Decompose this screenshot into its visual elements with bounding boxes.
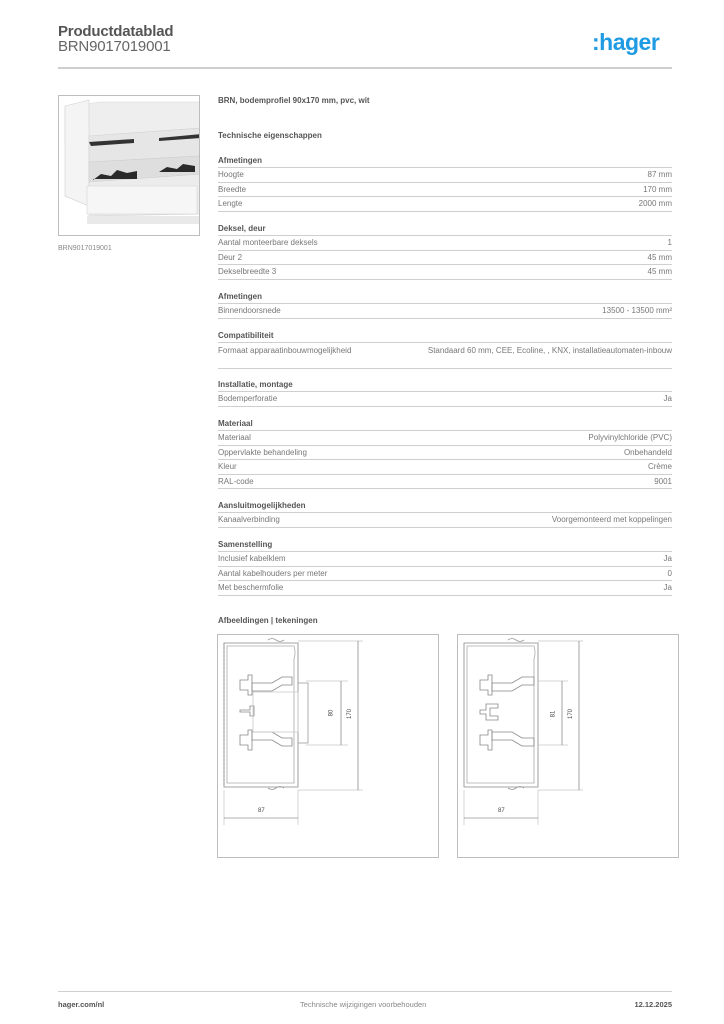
spec-value: 170 mm bbox=[643, 184, 672, 194]
spec-value: Ja bbox=[663, 394, 672, 403]
spec-row bbox=[218, 197, 672, 212]
spec-row bbox=[218, 567, 672, 582]
page-title: Productdatablad bbox=[58, 23, 174, 40]
section-title: Compatibiliteit bbox=[218, 330, 672, 343]
duct-cross-section-icon bbox=[218, 635, 440, 859]
spec-row bbox=[218, 236, 672, 251]
spec-label: Binnendoorsnede bbox=[218, 306, 281, 315]
spec-row bbox=[218, 183, 672, 198]
spec-label: Dekselbreedte 3 bbox=[218, 267, 277, 276]
spec-row bbox=[218, 304, 672, 319]
spec-value: Onbehandeld bbox=[623, 447, 672, 457]
spec-label: Formaat apparaatinbouwmogelijkheid bbox=[218, 346, 352, 355]
section-afmetingen bbox=[218, 155, 672, 212]
spec-label: Kanaalverbinding bbox=[218, 515, 280, 524]
product-photo bbox=[58, 95, 200, 236]
section-title: Afmetingen bbox=[218, 155, 672, 168]
product-description: BRN, bodemprofiel 90x170 mm, pvc, wit bbox=[218, 96, 370, 105]
section-deksel-deur bbox=[218, 223, 672, 280]
spec-row bbox=[218, 581, 672, 596]
spec-value: Crème bbox=[647, 462, 672, 471]
product-code: BRN9017019001 bbox=[58, 38, 171, 55]
spec-row bbox=[218, 513, 672, 528]
section-materiaal bbox=[218, 418, 672, 489]
spec-label: Deur 2 bbox=[218, 252, 243, 262]
spec-label: RAL-code bbox=[218, 476, 254, 486]
spec-value: Ja bbox=[663, 554, 672, 563]
section-afmetingen-inner bbox=[218, 291, 672, 319]
spec-label: Lengte bbox=[218, 199, 243, 208]
spec-value: 45 mm bbox=[647, 267, 672, 276]
spec-value: 0 bbox=[667, 568, 672, 578]
section-title: Installatie, montage bbox=[218, 379, 672, 392]
spec-row bbox=[218, 431, 672, 446]
height-dimension: 170 bbox=[347, 708, 354, 720]
footer-notice: Technische wijzigingen voorbehouden bbox=[300, 1000, 427, 1009]
spec-value: Standaard 60 mm, CEE, Ecoline, , KNX, installatieautomaten-inbouw bbox=[427, 346, 672, 355]
spec-row bbox=[218, 446, 672, 461]
section-title: Afmetingen bbox=[218, 291, 672, 304]
spec-row bbox=[218, 460, 672, 475]
spec-value: 1 bbox=[667, 238, 672, 247]
spec-value: 45 mm bbox=[647, 252, 672, 262]
height-dimension: 170 bbox=[568, 708, 575, 720]
duct-cross-section-icon bbox=[458, 635, 680, 859]
spec-value: Polyvinylchloride (PVC) bbox=[588, 433, 672, 442]
spec-label: Oppervlakte behandeling bbox=[218, 447, 307, 457]
spec-label: Bodemperforatie bbox=[218, 394, 278, 403]
drawings-heading: Afbeeldingen | tekeningen bbox=[218, 616, 318, 625]
section-installatie-montage bbox=[218, 379, 672, 407]
header-divider bbox=[58, 67, 672, 69]
section-aansluitmogelijkheden bbox=[218, 500, 672, 528]
spec-label: Breedte bbox=[218, 184, 247, 194]
section-samenstelling bbox=[218, 539, 672, 596]
footer-divider bbox=[58, 991, 672, 992]
technical-drawing-1 bbox=[217, 634, 439, 858]
spec-label: Met beschermfolie bbox=[218, 583, 284, 592]
photo-caption: BRN9017019001 bbox=[58, 245, 112, 252]
footer-website-link[interactable]: hager.com/nl bbox=[58, 1000, 105, 1009]
technical-drawing-2 bbox=[457, 634, 679, 858]
section-title: Deksel, deur bbox=[218, 223, 672, 236]
spec-value: Voorgemonteerd met koppelingen bbox=[551, 515, 672, 524]
section-title: Materiaal bbox=[218, 418, 672, 431]
spec-row bbox=[218, 392, 672, 407]
spec-value: 87 mm bbox=[647, 170, 672, 179]
spec-label: Hoogte bbox=[218, 170, 244, 179]
footer-date: 12.12.2025 bbox=[634, 1000, 672, 1009]
spec-value: 2000 mm bbox=[638, 199, 672, 208]
section-title: Aansluitmogelijkheden bbox=[218, 500, 672, 513]
spec-row bbox=[218, 168, 672, 183]
inner-dimension: 80 bbox=[328, 709, 335, 717]
spec-row bbox=[218, 475, 672, 490]
width-dimension: 87 bbox=[258, 808, 265, 814]
width-dimension: 87 bbox=[498, 808, 505, 814]
spec-row bbox=[218, 251, 672, 266]
tech-properties-heading: Technische eigenschappen bbox=[218, 131, 322, 140]
spec-label: Inclusief kabelklem bbox=[218, 554, 286, 563]
inner-dimension: 81 bbox=[550, 710, 557, 718]
spec-row bbox=[218, 343, 672, 369]
spec-value: Ja bbox=[663, 583, 672, 592]
spec-label: Kleur bbox=[218, 462, 237, 471]
spec-row bbox=[218, 552, 672, 567]
section-compatibiliteit bbox=[218, 330, 672, 369]
spec-row bbox=[218, 265, 672, 280]
cable-duct-image-icon bbox=[59, 96, 200, 236]
spec-value: 9001 bbox=[654, 476, 672, 486]
spec-label: Materiaal bbox=[218, 433, 251, 442]
spec-label: Aantal monteerbare deksels bbox=[218, 238, 318, 247]
spec-value: 13500 - 13500 mm² bbox=[602, 306, 672, 315]
hager-logo: :hager bbox=[592, 29, 660, 55]
spec-label: Aantal kabelhouders per meter bbox=[218, 568, 328, 578]
section-title: Samenstelling bbox=[218, 539, 672, 552]
